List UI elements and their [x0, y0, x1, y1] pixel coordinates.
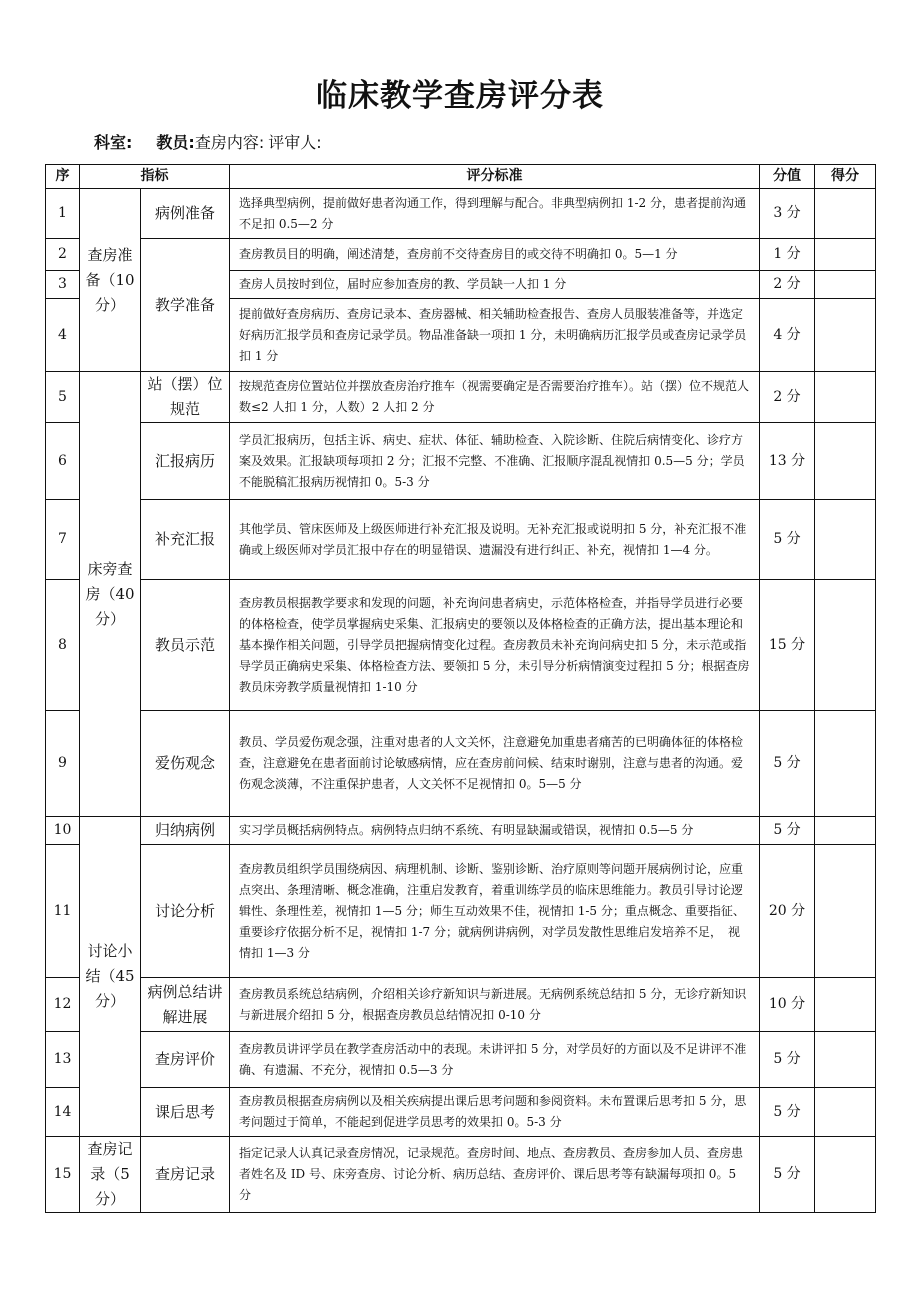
points-value: 4 分: [760, 299, 815, 372]
item-name: 查房评价: [141, 1032, 230, 1088]
points-value: 1 分: [760, 239, 815, 271]
score-cell[interactable]: [815, 299, 876, 372]
row-number: 11: [46, 845, 80, 978]
item-name: 归纳病例: [141, 817, 230, 845]
row-number: 12: [46, 978, 80, 1032]
score-cell[interactable]: [815, 500, 876, 580]
content-label: 查房内容:: [194, 133, 265, 152]
score-cell[interactable]: [815, 978, 876, 1032]
points-value: 5 分: [760, 500, 815, 580]
scoring-standard: 查房教员根据查房病例以及相关疾病提出课后思考问题和参阅资料。未布置课后思考扣 5 分，思考问题过于简单，不能起到促进学员思考的效果扣 0。5-3 分: [230, 1088, 760, 1137]
scoring-standard: 指定记录人认真记录查房情况，记录规范。查房时间、地点、查房教员、查房参加人员、查房患者姓名及 ID 号、床旁查房、讨论分析、病历总结、查房评价、课后思考等有缺漏每项扣 0。5 分: [230, 1137, 760, 1213]
category-bedside: 床旁查房（40分）: [80, 372, 141, 817]
points-value: 5 分: [760, 711, 815, 817]
scoring-standard: 查房教员目的明确，阐述清楚，查房前不交待查房目的或交待不明确扣 0。5—1 分: [230, 239, 760, 271]
table-row: [46, 189, 876, 239]
table-row: [46, 580, 876, 711]
item-name: 教员示范: [141, 580, 230, 711]
header-standard: 评分标准: [230, 165, 760, 189]
row-number: 10: [46, 817, 80, 845]
table-row: [46, 1032, 876, 1088]
row-number: 14: [46, 1088, 80, 1137]
score-cell[interactable]: [815, 239, 876, 271]
page-title: 临床教学查房评分表: [316, 78, 604, 114]
table-row: [46, 978, 876, 1032]
row-number: 6: [46, 423, 80, 500]
item-name: 爱伤观念: [141, 711, 230, 817]
item-name: 病例准备: [141, 189, 230, 239]
row-number: 13: [46, 1032, 80, 1088]
header-score: 得分: [815, 165, 876, 189]
scoring-standard: 教员、学员爱伤观念强，注重对患者的人文关怀，注意避免加重患者痛苦的已明确体征的体格检查，注意避免在患者面前讨论敏感病情，应在查房前问候、结束时谢别，注意与患者的沟通。爱伤观念淡薄，不注重保护患者，人文关怀不足视情扣 0。5—5 分: [230, 711, 760, 817]
points-value: 20 分: [760, 845, 815, 978]
dept-label: 科室:: [94, 133, 133, 152]
reviewer-label: 评审人:: [268, 133, 322, 152]
points-value: 2 分: [760, 271, 815, 299]
scoring-standard: 其他学员、管床医师及上级医师进行补充汇报及说明。无补充汇报或说明扣 5 分，补充汇报不准确或上级医师对学员汇报中存在的明显错误、遗漏没有进行纠正、补充，视情扣 1—4 分。: [230, 500, 760, 580]
points-value: 5 分: [760, 1032, 815, 1088]
table-row: [46, 423, 876, 500]
item-name: 教学准备: [141, 239, 230, 372]
points-value: 5 分: [760, 817, 815, 845]
table-row: [46, 239, 876, 271]
category-record: 查房记录（5分）: [80, 1137, 141, 1213]
category-discussion: 讨论小结（45分）: [80, 817, 141, 1137]
points-value: 15 分: [760, 580, 815, 711]
item-name: 查房记录: [141, 1137, 230, 1213]
score-cell[interactable]: [815, 1137, 876, 1213]
points-value: 10 分: [760, 978, 815, 1032]
score-cell[interactable]: [815, 1088, 876, 1137]
scoring-standard: 提前做好查房病历、查房记录本、查房器械、相关辅助检查报告、查房人员服装准备等，并选定好病历汇报学员和查房记录学员。物品准备缺一项扣 1 分，未明确病历汇报学员或查房记录学员扣 1 分: [230, 299, 760, 372]
points-value: 2 分: [760, 372, 815, 423]
table-row: [46, 817, 876, 845]
item-name: 课后思考: [141, 1088, 230, 1137]
header-no: 序: [46, 165, 80, 189]
scoring-standard: 查房教员根据教学要求和发现的问题，补充询问患者病史，示范体格检查，并指导学员进行必要的体格检查，使学员掌握病史采集、汇报病史的要领以及体格检查的正确方法，提出基本理论和基本操作相关问题，引导学员把握病情变化过程。查房教员未补充询问病史扣 5 分，未示范或指导学员正确病史采集、体格检查方法、要领扣 5 分，未引导分析病情演变过程扣 5 分；根据查房教员床旁教学质量视情扣 1-10 分: [230, 580, 760, 711]
score-cell[interactable]: [815, 271, 876, 299]
header-points: 分值: [760, 165, 815, 189]
table-row: [46, 500, 876, 580]
item-name: 补充汇报: [141, 500, 230, 580]
row-number: 8: [46, 580, 80, 711]
row-number: 3: [46, 271, 80, 299]
row-number: 4: [46, 299, 80, 372]
score-cell[interactable]: [815, 372, 876, 423]
scoring-standard: 查房人员按时到位，届时应参加查房的教、学员缺一人扣 1 分: [230, 271, 760, 299]
table-row: [46, 711, 876, 817]
row-number: 5: [46, 372, 80, 423]
item-name: 站（摆）位规范: [141, 372, 230, 423]
scoring-standard: 学员汇报病历，包括主诉、病史、症状、体征、辅助检查、入院诊断、住院后病情变化、诊疗方案及效果。汇报缺项每项扣 2 分；汇报不完整、不准确、汇报顺序混乱视情扣 0.5—5 分；学员不能脱稿汇报病历视情扣 0。5-3 分: [230, 423, 760, 500]
score-cell[interactable]: [815, 189, 876, 239]
row-number: 2: [46, 239, 80, 271]
table-row: [46, 372, 876, 423]
scoring-standard: 按规范查房位置站位并摆放查房治疗推车（视需要确定是否需要治疗推车）。站（摆）位不规范人数≤2 人扣 1 分，人数）2 人扣 2 分: [230, 372, 760, 423]
item-name: 汇报病历: [141, 423, 230, 500]
teacher-label: 教员:: [156, 133, 195, 152]
score-cell[interactable]: [815, 1032, 876, 1088]
scoring-table: [45, 164, 876, 1213]
points-value: 3 分: [760, 189, 815, 239]
scoring-standard: 查房教员系统总结病例，介绍相关诊疗新知识与新进展。无病例系统总结扣 5 分，无诊疗新知识与新进展介绍扣 5 分，根据查房教员总结情况扣 0-10 分: [230, 978, 760, 1032]
table-header-row: [46, 165, 876, 189]
scoring-standard: 选择典型病例，提前做好患者沟通工作，得到理解与配合。非典型病例扣 1-2 分，患者提前沟通不足扣 0.5—2 分: [230, 189, 760, 239]
row-number: 9: [46, 711, 80, 817]
category-prep: 查房准备（10分）: [80, 189, 141, 372]
points-value: 5 分: [760, 1088, 815, 1137]
score-cell[interactable]: [815, 580, 876, 711]
scoring-standard: 查房教员讲评学员在教学查房活动中的表现。未讲评扣 5 分，对学员好的方面以及不足讲评不准确、有遗漏、不充分，视情扣 0.5—3 分: [230, 1032, 760, 1088]
row-number: 7: [46, 500, 80, 580]
form-meta: [94, 130, 340, 153]
points-value: 13 分: [760, 423, 815, 500]
scoring-standard: 查房教员组织学员围绕病因、病理机制、诊断、鉴别诊断、治疗原则等问题开展病例讨论，应重点突出、条理清晰、概念准确，注重启发教育，着重训练学员的临床思维能力。教员引导讨论逻辑性、条理性差，视情扣 1—5 分；师生互动效果不佳，视情扣 1-5 分；重点概念、重要指征、重要诊疗依据分析不足，视情扣 1-7 分；就病例讲病例，对学员发散性思维启发培养不足， 视情扣 1—3 分: [230, 845, 760, 978]
row-number: 1: [46, 189, 80, 239]
score-cell[interactable]: [815, 711, 876, 817]
score-cell[interactable]: [815, 423, 876, 500]
score-cell[interactable]: [815, 817, 876, 845]
item-name: 病例总结讲解进展: [141, 978, 230, 1032]
row-number: 15: [46, 1137, 80, 1213]
table-row: [46, 845, 876, 978]
table-row: [46, 1137, 876, 1213]
scoring-standard: 实习学员概括病例特点。病例特点归纳不系统、有明显缺漏或错误，视情扣 0.5—5 分: [230, 817, 760, 845]
points-value: 5 分: [760, 1137, 815, 1213]
score-cell[interactable]: [815, 845, 876, 978]
item-name: 讨论分析: [141, 845, 230, 978]
table-row: [46, 1088, 876, 1137]
header-indicator: 指标: [80, 165, 230, 189]
